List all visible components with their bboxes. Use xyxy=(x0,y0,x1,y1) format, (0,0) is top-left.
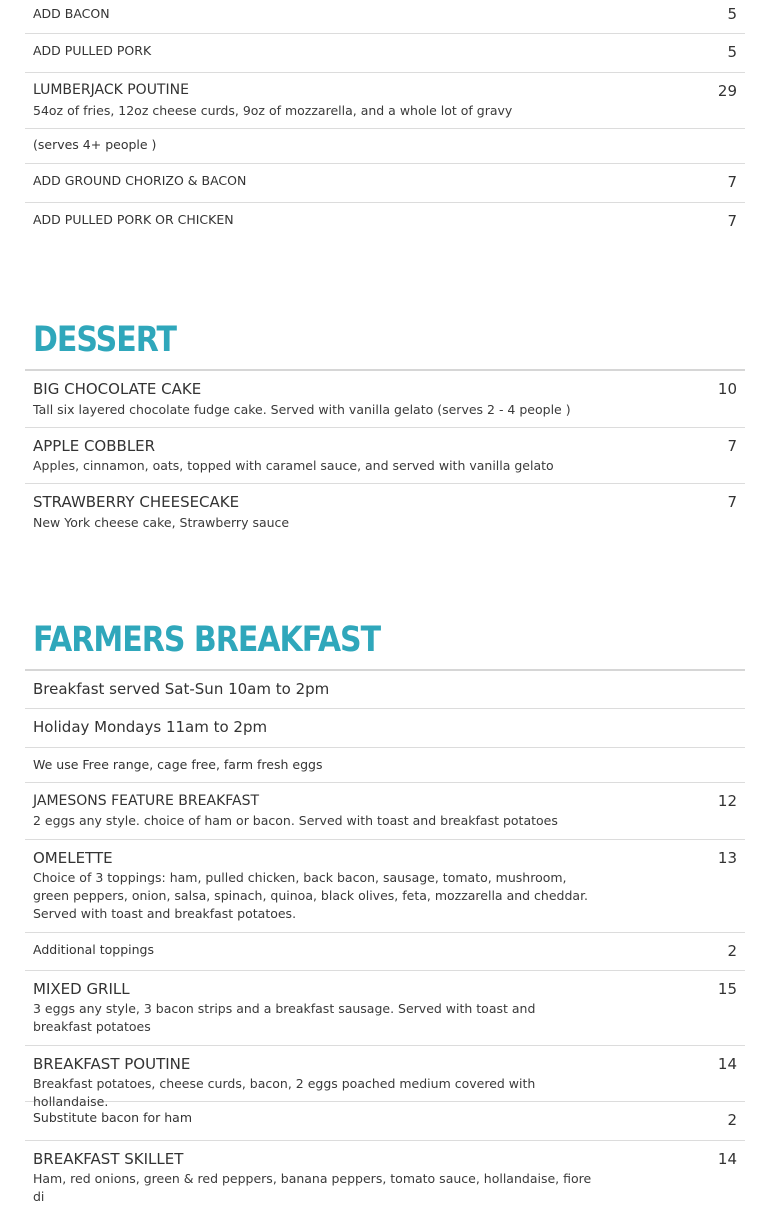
section-title-dessert: DESSERT xyxy=(33,320,176,361)
info-text: We use Free range, cage free, farm fresh eggs xyxy=(33,757,323,772)
item-price: 2 xyxy=(727,1111,737,1129)
menu-item-add-bacon xyxy=(25,0,745,34)
item-description: 54oz of fries, 12oz cheese curds, 9oz of mozzarella, and a whole lot of gravy xyxy=(33,103,513,118)
item-price: 7 xyxy=(727,212,737,230)
item-name: Additional toppings xyxy=(33,942,154,957)
item-name: MIXED GRILL xyxy=(33,980,130,998)
menu-item-apple-cobbler xyxy=(25,428,745,484)
item-description: Tall six layered chocolate fudge cake. Served with vanilla gelato (serves 2 - 4 people ) xyxy=(33,402,571,417)
item-price: 29 xyxy=(717,82,737,100)
menu-item-breakfast-skillet xyxy=(25,1141,745,1204)
item-name: BREAKFAST POUTINE xyxy=(33,1055,191,1073)
item-price: 5 xyxy=(727,5,737,23)
item-price: 14 xyxy=(717,1055,737,1073)
item-name: OMELETTE xyxy=(33,849,113,867)
item-price: 7 xyxy=(727,173,737,191)
menu-item-note xyxy=(25,129,745,164)
item-description: 3 eggs any style, 3 bacon strips and a breakfast sausage. Served with toast and breakfast potatoes xyxy=(33,1001,536,1034)
item-price: 14 xyxy=(717,1150,737,1168)
menu-item-omelette xyxy=(25,840,745,933)
item-name: LUMBERJACK POUTINE xyxy=(33,82,189,98)
item-name: JAMESONS FEATURE BREAKFAST xyxy=(33,793,260,809)
item-name: Substitute bacon for ham xyxy=(33,1110,192,1125)
item-name: BREAKFAST SKILLET xyxy=(33,1150,184,1168)
menu-item-jamesons-feature xyxy=(25,783,745,840)
item-name: ADD PULLED PORK OR CHICKEN xyxy=(33,212,234,227)
item-name: BIG CHOCOLATE CAKE xyxy=(33,380,202,398)
item-price: 2 xyxy=(727,942,737,960)
item-description: Ham, red onions, green & red peppers, banana peppers, tomato sauce, hollandaise, fiore di xyxy=(33,1171,592,1204)
info-holiday-hours xyxy=(25,709,745,748)
item-price: 7 xyxy=(727,493,737,511)
info-breakfast-hours xyxy=(25,671,745,709)
item-price: 7 xyxy=(727,437,737,455)
info-text: Holiday Mondays 11am to 2pm xyxy=(33,718,268,736)
menu-item-add-pulled-pork xyxy=(25,34,745,73)
item-name: ADD GROUND CHORIZO & BACON xyxy=(33,173,247,188)
menu-item-chocolate-cake xyxy=(25,371,745,428)
menu-item-substitute-bacon xyxy=(25,1102,745,1141)
item-description: Apples, cinnamon, oats, topped with caramel sauce, and served with vanilla gelato xyxy=(33,458,554,473)
menu-item-strawberry-cheesecake xyxy=(25,484,745,540)
item-description: Choice of 3 toppings: ham, pulled chicken, back bacon, sausage, tomato, mushroom, green peppers, onion, salsa, spinach, quinoa, black olives, feta, mozzarella and cheddar. Served with toast and breakfast potatoes. xyxy=(33,870,589,921)
item-description: 2 eggs any style. choice of ham or bacon. Served with toast and breakfast potatoes xyxy=(33,813,558,828)
menu-item-mixed-grill xyxy=(25,971,745,1046)
item-name: STRAWBERRY CHEESECAKE xyxy=(33,493,240,511)
item-description: Breakfast potatoes, cheese curds, bacon, 2 eggs poached medium covered with hollandaise. xyxy=(33,1076,536,1109)
item-price: 15 xyxy=(717,980,737,998)
item-note-text: (serves 4+ people ) xyxy=(33,137,157,152)
menu-item-add-chorizo-bacon xyxy=(25,164,745,203)
item-name: ADD BACON xyxy=(33,6,110,21)
section-title-breakfast: FARMERS BREAKFAST xyxy=(33,620,381,661)
item-name: ADD PULLED PORK xyxy=(33,43,152,58)
item-price: 5 xyxy=(727,43,737,61)
info-eggs xyxy=(25,748,745,783)
item-price: 13 xyxy=(717,849,737,867)
item-price: 12 xyxy=(717,792,737,810)
info-text: Breakfast served Sat-Sun 10am to 2pm xyxy=(33,680,330,698)
menu-item-additional-toppings xyxy=(25,933,745,971)
item-price: 10 xyxy=(717,380,737,398)
menu-item-lumberjack-poutine xyxy=(25,73,745,129)
menu-item-breakfast-poutine xyxy=(25,1046,745,1109)
menu-item-add-pulled-pork-chicken xyxy=(25,203,745,242)
item-description: New York cheese cake, Strawberry sauce xyxy=(33,515,290,530)
item-name: APPLE COBBLER xyxy=(33,437,156,455)
